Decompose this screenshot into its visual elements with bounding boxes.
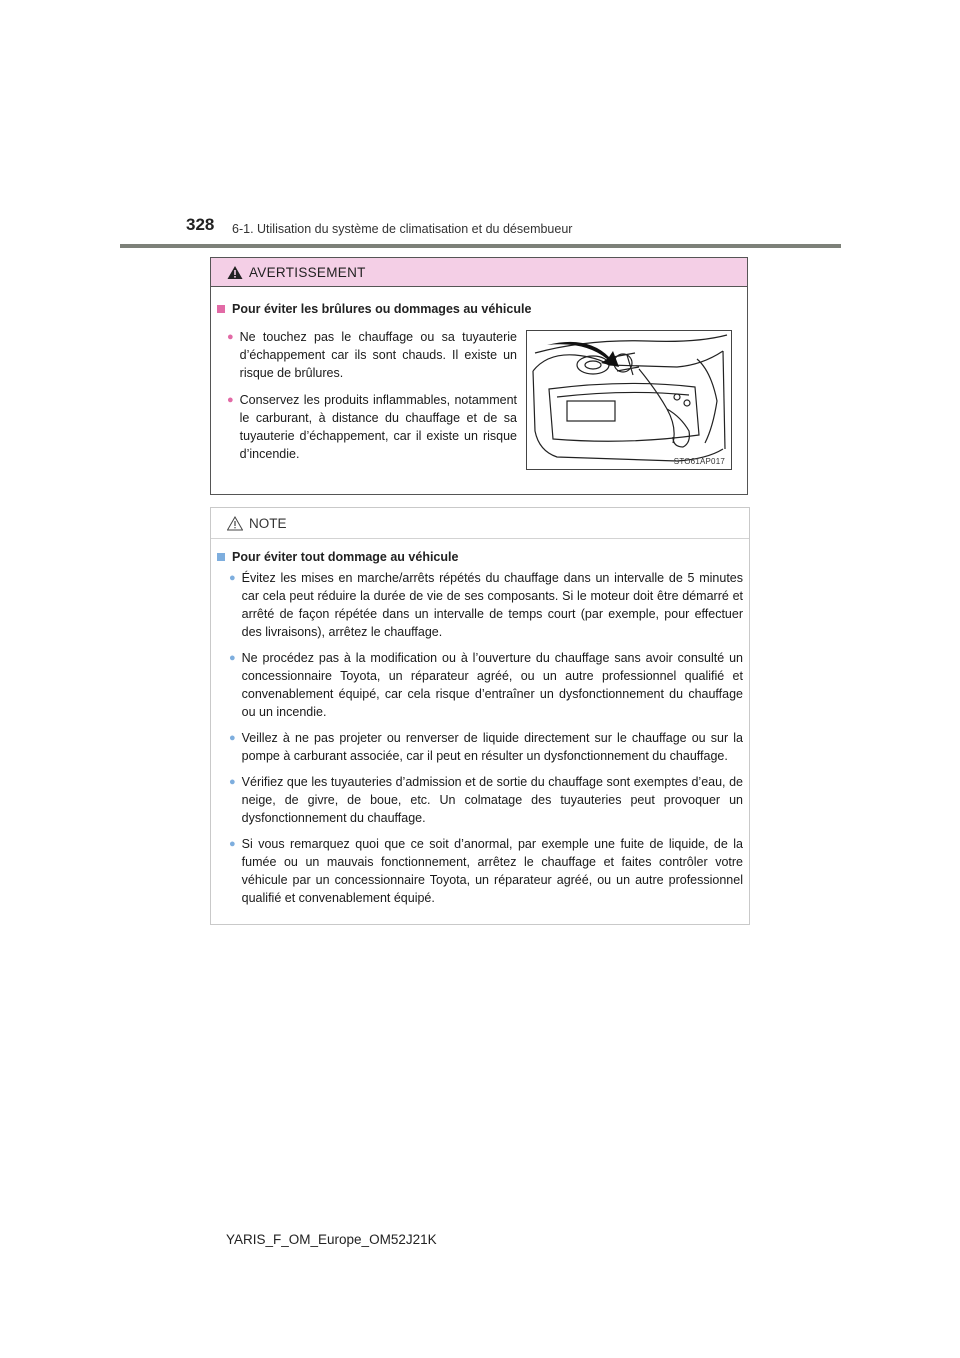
circle-bullet-icon: ● (229, 652, 236, 664)
warning-subheading-text: Pour éviter les brûlures ou dommages au véhicule (232, 302, 532, 316)
list-item (229, 649, 743, 721)
list-item (227, 391, 517, 463)
document-code: YARIS_F_OM_Europe_OM52J21K (226, 1232, 437, 1247)
note-box (210, 507, 750, 925)
note-title: NOTE (249, 515, 287, 531)
list-item (229, 729, 743, 765)
circle-bullet-icon: ● (227, 331, 234, 343)
square-bullet-icon (217, 553, 225, 561)
warning-list (227, 328, 517, 472)
square-bullet-icon (217, 305, 225, 313)
note-subheading-text: Pour éviter tout dommage au véhicule (232, 550, 459, 564)
car-front-illustration (527, 331, 731, 469)
page-number: 328 (186, 215, 215, 234)
section-title: 6-1. Utilisation du système de climatisation et du désembueur (232, 222, 573, 236)
circle-bullet-icon: ● (229, 776, 236, 788)
circle-bullet-icon: ● (229, 732, 236, 744)
list-item-text: Si vous remarquez quoi que ce soit d’anormal, par exemple une fuite de liquide, de la fumée ou un mauvais fonctionnement, arrêtez le chauffage et faites contrôler votre véhicule par un concessionnaire Toyota, un réparateur agréé, ou un autre professionnel qualifié et convenablement équipé. (241, 837, 743, 905)
figure-code: STO61AP017 (673, 457, 725, 466)
list-item-text: Conservez les produits inflammables, notamment le carburant, à distance du chauffage et de sa tuyauterie d’échappement, car il existe un risque d’incendie. (239, 393, 517, 461)
note-list (229, 569, 743, 915)
heater-illustration (526, 330, 732, 470)
warning-header (211, 258, 747, 287)
list-item (229, 569, 743, 641)
warning-triangle-icon (227, 265, 243, 280)
warning-subheading (217, 302, 531, 316)
note-subheading (217, 550, 458, 564)
list-item-text: Ne procédez pas à la modification ou à l’ouverture du chauffage sans avoir consulté un concessionnaire Toyota, un réparateur agréé, ou un autre professionnel qualifié et convenablement équipé, car cela risque d’entraîner un dysfonctionnement du chauffage ou un incendie. (241, 651, 743, 719)
warning-title: AVERTISSEMENT (249, 264, 366, 280)
list-item-text: Évitez les mises en marche/arrêts répétés du chauffage dans un intervalle de 5 minutes car cela peut réduire la durée de vie de ses composants. Si le moteur doit être démarré et arrêté de façon répétée dans un intervalle de temps court (par exemple, pour effectuer des livraisons), arrêtez le chauffage. (241, 571, 743, 639)
warning-box (210, 257, 748, 495)
circle-bullet-icon: ● (229, 572, 236, 584)
list-item-text: Veillez à ne pas projeter ou renverser de liquide directement sur le chauffage ou sur la pompe à carburant associée, car il peut en résulter un dysfonctionnement du chauffage. (241, 731, 743, 763)
circle-bullet-icon: ● (227, 394, 234, 406)
list-item (229, 835, 743, 907)
list-item (229, 773, 743, 827)
list-item-text: Ne touchez pas le chauffage ou sa tuyauterie d’échappement car ils sont chauds. Il existe un risque de brûlures. (239, 330, 517, 380)
note-header (211, 508, 749, 539)
header-rule (120, 244, 841, 248)
list-item-text: Vérifiez que les tuyauteries d’admission et de sortie du chauffage sont exemptes d’eau, de neige, de givre, de boue, etc. Un colmatage des tuyauteries peut provoquer un dysfonctionnement du chauffage. (241, 775, 743, 825)
list-item (227, 328, 517, 382)
circle-bullet-icon: ● (229, 838, 236, 850)
caution-triangle-icon (227, 516, 243, 531)
